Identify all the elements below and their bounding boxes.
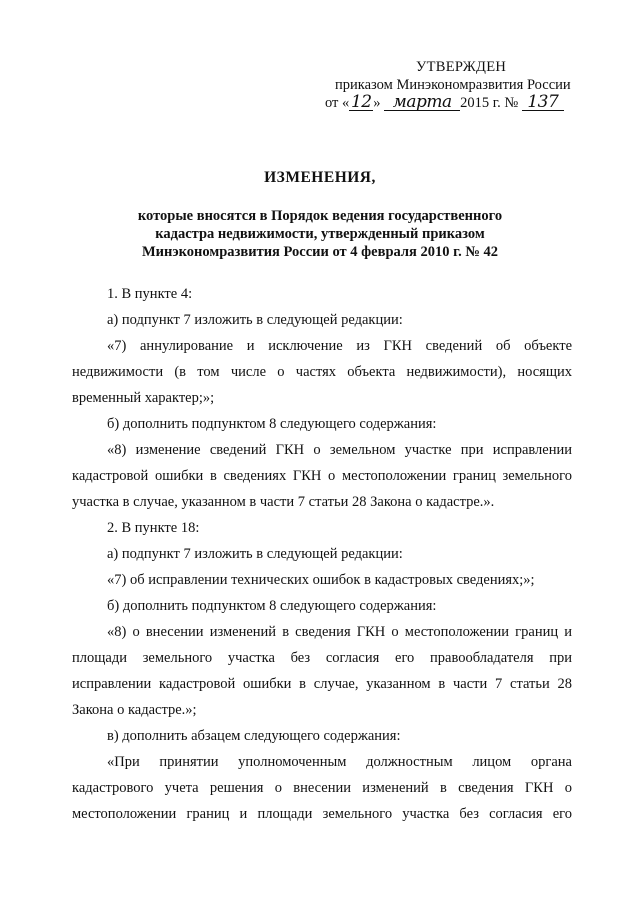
document-subtitle [0,207,640,261]
subtitle-line: Минэкономразвития России от 4 февраля 2010 г. № 42 [141,244,499,260]
body-line: временный характер;»; [72,390,215,406]
body-line: местоположении границ и площади земельного участка без согласия его [72,806,572,822]
body-line: а) подпункт 7 изложить в следующей редакции: [107,312,403,328]
handwritten-month: марта [384,94,460,111]
body-line: «8) о внесении изменений в сведения ГКН о местоположении границ и [107,624,572,640]
body-line: исправлении кадастровой ошибки в случае, указанном в части 7 статьи 28 [72,676,572,692]
body-line: кадастровой ошибки в сведениях ГКН о местоположении границ земельного [72,468,572,484]
year-text: 2015 г. № [460,95,519,111]
body-line: б) дополнить подпунктом 8 следующего содержания: [107,598,437,614]
body-line: Закона о кадастре.»; [72,702,197,718]
subtitle-line: кадастра недвижимости, утвержденный приказом [155,226,485,242]
handwritten-day: 12 [350,92,372,112]
order-date-line [325,94,564,112]
body-line: б) дополнить подпунктом 8 следующего содержания: [107,416,437,432]
body-line: «7) аннулирование и исключение из ГКН сведений об объекте [107,338,572,354]
body-line: недвижимости (в том числе о частях объекта недвижимости), носящих [72,364,572,380]
body-line: «7) об исправлении технических ошибок в кадастровых сведениях;»; [107,572,535,588]
order-line: приказом Минэкономразвития России [335,77,571,93]
body-line: «При принятии уполномоченным должностным лицом органа [107,754,572,770]
date-close: » [373,95,381,111]
body-line: кадастрового учета решения о внесении изменений в сведения ГКН о [72,780,572,796]
body-line: 1. В пункте 4: [107,286,193,302]
document-title: ИЗМЕНЕНИЯ, [264,169,376,186]
approved-stamp-text: УТВЕРЖДЕН [416,59,507,75]
body-line: участка в случае, указанном в части 7 статьи 28 Закона о кадастре.». [72,494,495,510]
body-line: «8) изменение сведений ГКН о земельном участке при исправлении [107,442,572,458]
body-line: площади земельного участка без согласия его правообладателя при [72,650,572,666]
body-line: а) подпункт 7 изложить в следующей редакции: [107,546,403,562]
handwritten-order-number: 137 [522,94,564,111]
date-prefix: от « [325,95,350,111]
body-line: 2. В пункте 18: [107,520,200,536]
body-line: в) дополнить абзацем следующего содержания: [107,728,401,744]
subtitle-line: которые вносятся в Порядок ведения государственного [137,208,503,224]
